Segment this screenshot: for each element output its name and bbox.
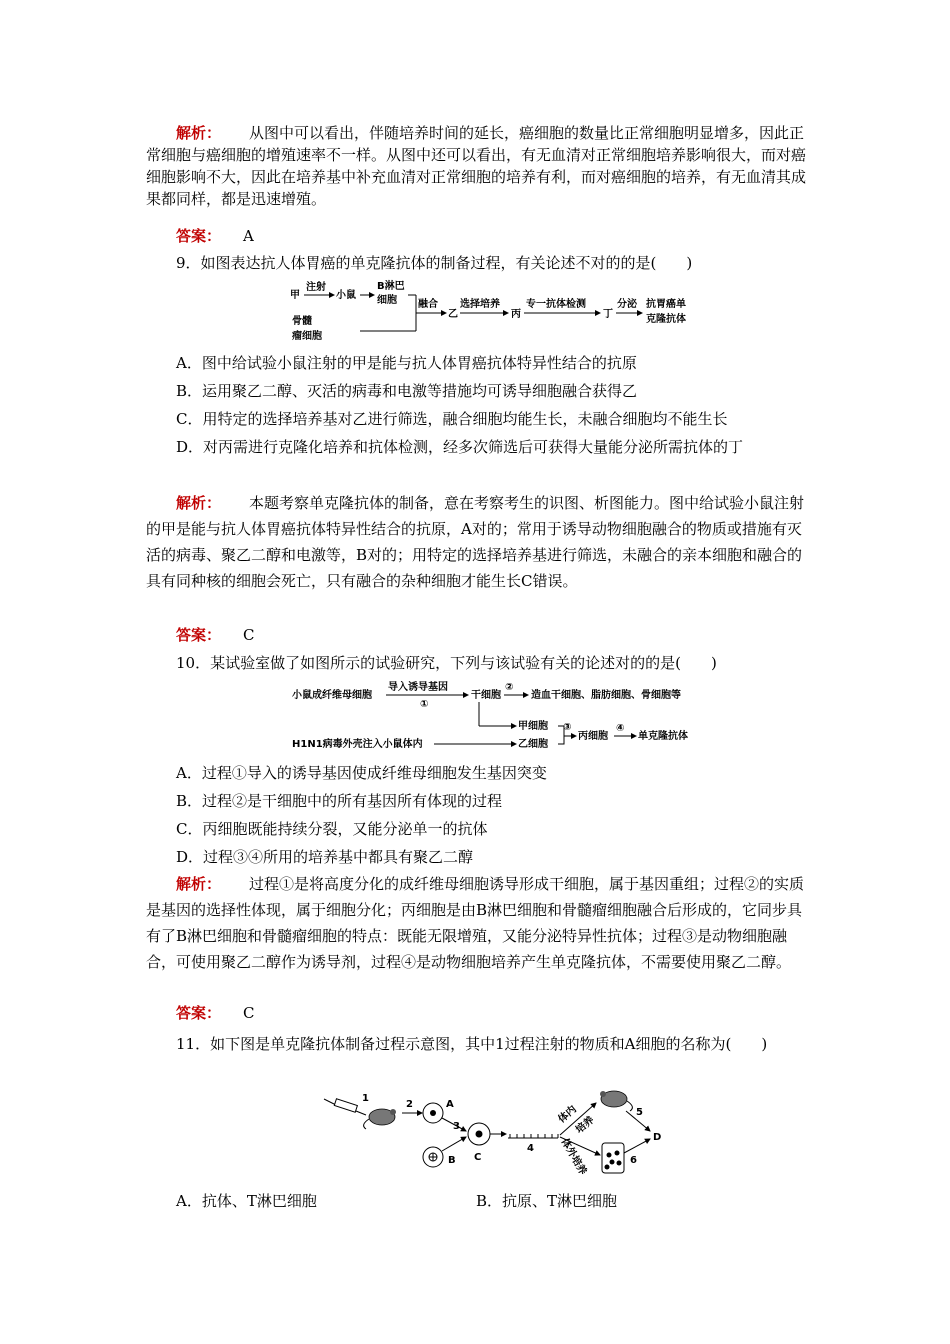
q11-B: B [448, 1155, 456, 1166]
analysis-label: 解析： [176, 875, 222, 893]
q10-yi: 乙细胞 [518, 739, 548, 750]
q9-jia: 甲 [290, 290, 300, 301]
mouse-2-icon [600, 1091, 632, 1111]
cell-c-icon [468, 1123, 490, 1145]
q9-stem: 9．如图表达抗人体胃癌的单克隆抗体的制备过程，有关论述不对的的是( ) [176, 254, 693, 272]
q10-blood: 造血干细胞、脂肪细胞、骨细胞等 [531, 690, 681, 701]
q11-n6: 6 [630, 1155, 637, 1166]
syringe-icon [324, 1099, 366, 1115]
q9-gs2: 瘤细胞 [292, 331, 322, 342]
q11-arrow-6 [624, 1139, 650, 1153]
q11-arrow-b [442, 1137, 466, 1151]
q10-bing: 丙细胞 [578, 731, 608, 742]
q8-analysis [146, 122, 814, 210]
q9-select: 选择培养 [460, 299, 500, 310]
q11-stem: 11．如下图是单克隆抗体制备过程示意图，其中1过程注射的物质和A细胞的名称为( ) [176, 1035, 768, 1053]
q11-n5: 5 [636, 1107, 643, 1118]
q10-induce: 导入诱导基因 [388, 682, 448, 693]
q11-diagram [322, 1085, 672, 1177]
q8-answer-value: A [243, 227, 254, 245]
analysis-label: 解析： [176, 494, 222, 512]
q11-D: D [653, 1132, 662, 1143]
q9-analysis [146, 490, 814, 594]
culture-flask-icon [602, 1143, 624, 1173]
q9-fuse: 融合 [418, 299, 438, 310]
q10-answer-value: C [243, 1004, 255, 1022]
q10-option-d: D．过程③④所用的培养基中都具有聚乙二醇 [176, 848, 474, 866]
q9-inject: 注射 [306, 282, 326, 293]
q9-analysis-text: 本题考察单克隆抗体的制备，意在考察考生的识图、析图能力。图中给试验小鼠注射的甲是能与抗人体胃癌抗体特异性结合的抗原，A对的；常用于诱导动物细胞融合的物质或措施有灭活的病毒、聚乙二醇和电激等，B对的；用特定的选择培养基进行筛选，未融合的亲本细胞和融合的具有同种核的细胞会死亡，只有融合的杂种细胞才能生长C错误。 [146, 494, 805, 590]
q10-c1: ① [420, 699, 429, 710]
q10-stem: 10．某试验室做了如图所示的试验研究，下列与该试验有关的论述对的的是( ) [176, 654, 717, 672]
q9-ding: 丁 [603, 309, 613, 320]
q10-analysis [146, 871, 814, 975]
q11-invivo2: 培养 [574, 1114, 597, 1136]
q9-option-c: C．用特定的选择培养基对乙进行筛选，融合细胞均能生长，未融合细胞均不能生长 [176, 410, 728, 428]
q9-ab1: 抗胃癌单 [646, 299, 686, 310]
q11-n2: 2 [406, 1099, 413, 1110]
q10-fibro: 小鼠成纤维母细胞 [292, 690, 372, 701]
q9-bing: 丙 [511, 309, 521, 320]
q10-option-b: B．过程②是干细胞中的所有基因所有体现的过程 [176, 792, 503, 810]
q10-jia: 甲细胞 [518, 721, 548, 732]
answer-label: 答案： [176, 227, 222, 245]
q11-options-row [176, 1190, 816, 1212]
q11-option-a: A．抗体、T淋巴细胞 [176, 1192, 317, 1210]
q10-option-a: A．过程①导入的诱导基因使成纤维母细胞发生基因突变 [176, 764, 547, 782]
q9-b1: B淋巴 [377, 281, 405, 292]
cell-b-icon [423, 1147, 443, 1167]
q9-answer [146, 624, 814, 646]
q10-c4: ④ [616, 723, 625, 734]
q8-analysis-text: 从图中可以看出，伴随培养时间的延长，癌细胞的数量比正常细胞明显增多，因此正常细胞与癌细胞的增殖速率不一样。从图中还可以看出，有无血清对正常细胞培养影响很大，而对癌细胞影响不大，因此在培养基中补充血清对正常细胞的培养有利，而对癌细胞的培养，有无血清其成果都同样，都是迅速增殖。 [146, 124, 807, 208]
q10-analysis-text: 过程①是将高度分化的成纤维母细胞诱导形成干细胞，属于基因重组；过程②的实质是基因的选择性体现，属于细胞分化；丙细胞是由B淋巴细胞和骨髓瘤细胞融合后形成的，它同步具有了B淋巴细胞和骨髓瘤细胞的特点：既能无限增殖，又能分泌特异性抗体；过程③是动物细胞融合，可使用聚乙二醇作为诱导剂，过程④是动物细胞培养产生单克隆抗体，不需要使用聚乙二醇。 [146, 875, 805, 971]
q9-yi: 乙 [448, 309, 458, 320]
q10-mab: 单克隆抗体 [638, 731, 688, 742]
q11-invivo1: 体内 [556, 1103, 579, 1126]
q11-n1: 1 [362, 1093, 369, 1104]
q11-n4: 4 [527, 1143, 534, 1154]
q10-answer [146, 1002, 814, 1024]
answer-label: 答案： [176, 1004, 222, 1022]
q9-diagram [280, 278, 710, 346]
q11-C: C [474, 1152, 482, 1163]
q9-answer-value: C [243, 626, 255, 644]
q10-h1n1: H1N1病毒外壳注入小鼠体内 [292, 739, 423, 750]
q10-diagram [286, 680, 706, 756]
culture-plate-icon [508, 1134, 558, 1138]
answer-label: 答案： [176, 626, 222, 644]
q11-n3: 3 [453, 1121, 460, 1132]
q10-c3: ③ [563, 722, 572, 733]
q9-option-b: B．运用聚乙二醇、灭活的病毒和电激等措施均可诱导细胞融合获得乙 [176, 382, 638, 400]
q9-b2: 细胞 [377, 295, 397, 306]
q9-detect: 专一抗体检测 [526, 299, 586, 310]
q9-option-a: A．图中给试验小鼠注射的甲是能与抗人体胃癌抗体特异性结合的抗原 [176, 354, 637, 372]
q9-ab2: 克隆抗体 [646, 314, 686, 325]
q9-secrete: 分泌 [617, 299, 637, 310]
q10-c2: ② [505, 682, 514, 693]
q11-A: A [446, 1099, 454, 1110]
q9-gs1: 骨髓 [292, 316, 312, 327]
q10-option-c: C．丙细胞既能持续分裂，又能分泌单一的抗体 [176, 820, 488, 838]
q9-option-d: D．对丙需进行克隆化培养和抗体检测，经多次筛选后可获得大量能分泌所需抗体的丁 [176, 438, 744, 456]
q11-invitro: 体外培养 [558, 1136, 589, 1177]
q9-mouse: 小鼠 [336, 290, 356, 301]
q8-answer [146, 225, 814, 247]
q11-option-b: B．抗原、T淋巴细胞 [476, 1192, 618, 1210]
q10-stem-cell: 干细胞 [471, 690, 501, 701]
mouse-icon [364, 1109, 396, 1129]
analysis-label: 解析： [176, 124, 222, 142]
cell-a-icon [423, 1103, 443, 1123]
